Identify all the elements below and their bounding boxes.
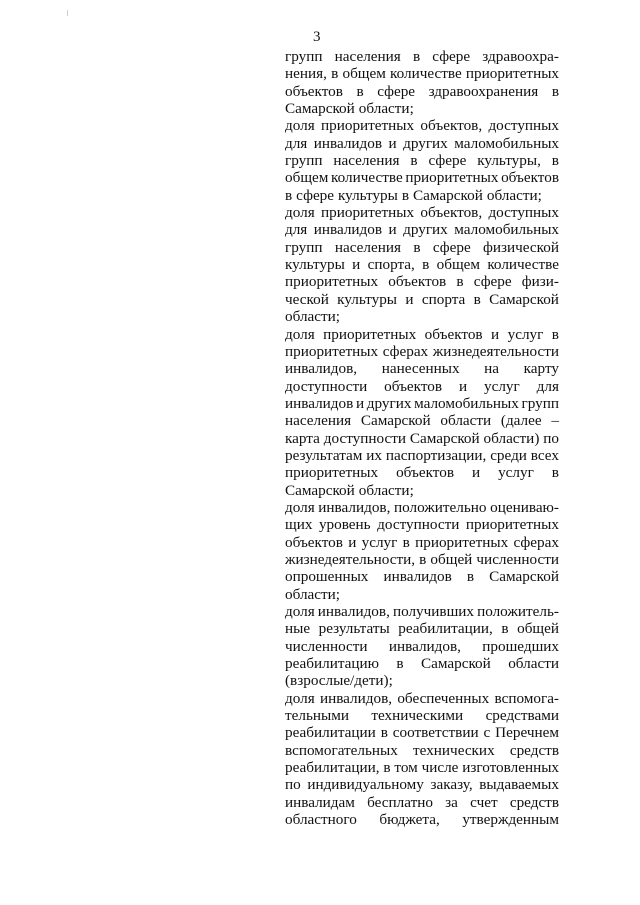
text-line: численности инвалидов, прошедших xyxy=(285,637,559,655)
text-line: Самарской области; xyxy=(285,100,414,118)
text-line: (взрослые/дети); xyxy=(285,672,393,690)
text-line: доля инвалидов, получивших положитель- xyxy=(285,603,559,620)
text-line: реабилитации, в том числе изготовленных xyxy=(285,759,559,777)
scan-mark xyxy=(67,10,68,16)
text-line: приоритетных объектов и услуг в xyxy=(285,464,559,482)
text-line: приоритетных сферах жизнедеятельности xyxy=(285,342,559,360)
text-line: ческой культуры и спорта в Самарской xyxy=(285,290,559,308)
text-line: объектов и услуг в приоритетных сферах xyxy=(285,533,559,551)
text-line: доля инвалидов, обеспеченных вспомога- xyxy=(285,689,559,707)
text-line: доступности объектов и услуг для xyxy=(285,377,559,395)
text-line: реабилитацию в Самарской области xyxy=(285,655,559,673)
page-number: 3 xyxy=(313,29,321,45)
text-line: щих уровень доступности приоритетных xyxy=(285,516,559,534)
text-line: групп населения в сфере физической xyxy=(285,238,559,256)
text-line: для инвалидов и других маломобильных xyxy=(285,134,559,152)
text-line: доля приоритетных объектов и услуг в xyxy=(285,325,559,343)
text-line: областного бюджета, утвержденным xyxy=(285,811,559,829)
text-line: нения, в общем количестве приоритетных xyxy=(285,65,559,83)
text-line: результатам их паспортизации, среди всех xyxy=(285,446,559,464)
text-line: инвалидов, нанесенных на карту xyxy=(285,360,559,378)
text-line: доля приоритетных объектов, доступных xyxy=(285,117,559,135)
text-line: объектов в сфере здравоохранения в xyxy=(285,82,559,100)
text-line: приоритетных объектов в сфере физи- xyxy=(285,273,559,291)
text-line: области; xyxy=(285,308,340,326)
text-line: групп населения в сфере здравоохра- xyxy=(285,48,559,65)
text-line: ные результаты реабилитации, в общей xyxy=(285,620,559,638)
text-line: вспомогательных технических средств xyxy=(285,741,559,759)
text-line: инвалидам бесплатно за счет средств xyxy=(285,793,559,811)
text-line: инвалидов и других маломобильных групп xyxy=(285,394,559,412)
text-line: карта доступности Самарской области) по xyxy=(285,429,559,447)
text-line: для инвалидов и других маломобильных xyxy=(285,221,559,239)
text-line: тельными техническими средствами xyxy=(285,707,559,725)
text-line: жизнедеятельности, в общей численности xyxy=(285,550,559,568)
text-line: общем количестве приоритетных объектов xyxy=(285,169,559,187)
document-text-column xyxy=(285,48,559,828)
text-line: в сфере культуры в Самарской области; xyxy=(285,186,542,204)
text-line: доля инвалидов, положительно оцениваю- xyxy=(285,498,559,516)
text-line: опрошенных инвалидов в Самарской xyxy=(285,568,559,586)
text-line: культуры и спорта, в общем количестве xyxy=(285,256,559,274)
text-line: области; xyxy=(285,585,340,603)
text-line: групп населения в сфере культуры, в xyxy=(285,152,559,170)
text-line: реабилитации в соответствии с Перечнем xyxy=(285,724,559,742)
text-line: населения Самарской области (далее – xyxy=(285,412,559,430)
text-line: Самарской области; xyxy=(285,481,414,499)
text-line: по индивидуальному заказу, выдаваемых xyxy=(285,776,559,794)
text-line: доля приоритетных объектов, доступных xyxy=(285,204,559,222)
